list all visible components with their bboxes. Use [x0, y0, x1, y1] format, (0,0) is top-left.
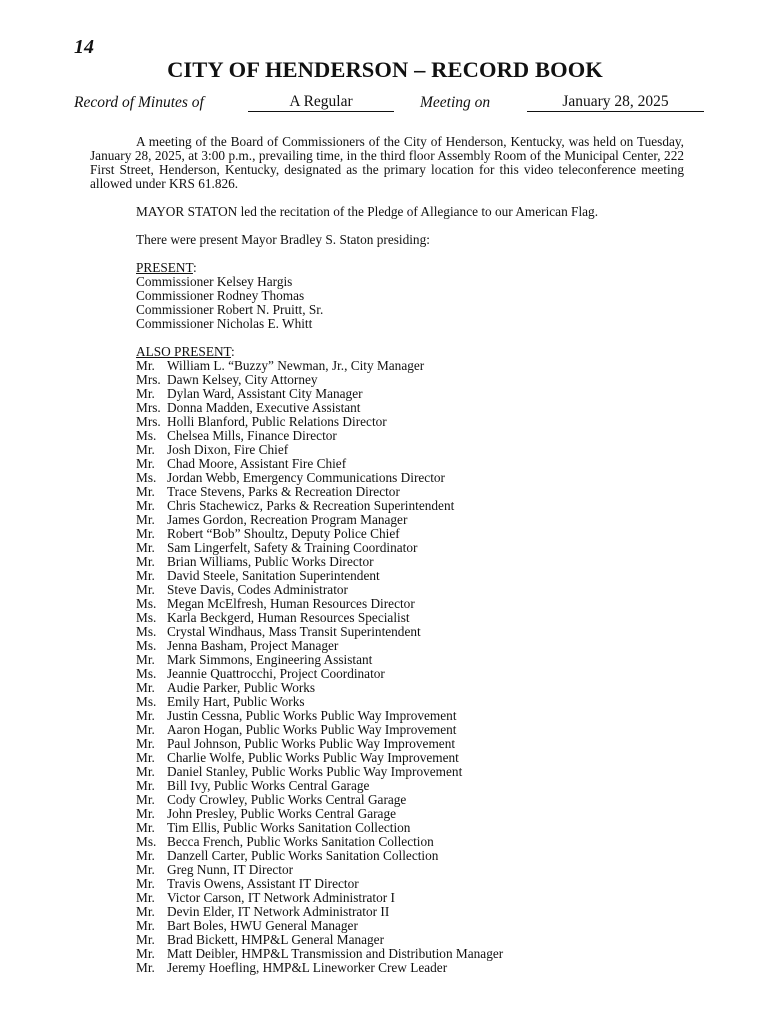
- attendee-name: David Steele, Sanitation Superintendent: [167, 568, 380, 583]
- attendee-honorific: Mr.: [136, 582, 155, 597]
- attendee-name: Devin Elder, IT Network Administrator II: [167, 904, 390, 919]
- attendee-name: Greg Nunn, IT Director: [167, 862, 294, 877]
- attendee-honorific: Ms.: [136, 624, 157, 639]
- attendee-honorific: Mr.: [136, 904, 155, 919]
- meeting-type-value: A Regular: [248, 94, 394, 112]
- attendee-name: Steve Davis, Codes Administrator: [167, 582, 348, 597]
- attendee-row: [136, 513, 696, 527]
- attendee-row: [136, 877, 696, 891]
- attendee-row: [136, 471, 696, 485]
- attendee-honorific: Mr.: [136, 512, 155, 527]
- attendee-row: [136, 499, 696, 513]
- attendee-name: Chelsea Mills, Finance Director: [167, 428, 337, 443]
- attendee-name: Robert “Bob” Shoultz, Deputy Police Chief: [167, 526, 400, 541]
- attendee-honorific: Mr.: [136, 918, 155, 933]
- presiding-paragraph: There were present Mayor Bradley S. Staton presiding:: [136, 232, 430, 247]
- attendee-name: Brian Williams, Public Works Director: [167, 554, 374, 569]
- attendee-row: [136, 933, 696, 947]
- attendee-row: [136, 387, 696, 401]
- attendee-name: Brad Bickett, HMP&L General Manager: [167, 932, 384, 947]
- attendee-row: [136, 583, 696, 597]
- attendee-honorific: Ms.: [136, 610, 157, 625]
- attendee-honorific: Ms.: [136, 596, 157, 611]
- attendee-name: Megan McElfresh, Human Resources Director: [167, 596, 415, 611]
- attendee-name: Danzell Carter, Public Works Sanitation Collection: [167, 848, 439, 863]
- attendee-row: [136, 821, 696, 835]
- attendee-honorific: Mr.: [136, 862, 155, 877]
- also-present-heading-line: ALSO PRESENT:: [136, 344, 235, 359]
- attendee-honorific: Ms.: [136, 470, 157, 485]
- attendee-row: [136, 905, 696, 919]
- attendee-honorific: Mr.: [136, 386, 155, 401]
- attendee-row: [136, 695, 696, 709]
- attendee-honorific: Ms.: [136, 694, 157, 709]
- present-member: Commissioner Nicholas E. Whitt: [136, 316, 313, 331]
- attendee-row: [136, 723, 696, 737]
- attendee-honorific: Mr.: [136, 442, 155, 457]
- attendee-honorific: Mr.: [136, 960, 155, 975]
- attendee-name: Jenna Basham, Project Manager: [167, 638, 339, 653]
- attendee-row: [136, 527, 696, 541]
- attendee-honorific: Mr.: [136, 722, 155, 737]
- attendee-name: Travis Owens, Assistant IT Director: [167, 876, 359, 891]
- attendee-name: Jordan Webb, Emergency Communications Director: [167, 470, 445, 485]
- attendee-name: Josh Dixon, Fire Chief: [167, 442, 289, 457]
- attendee-honorific: Mr.: [136, 484, 155, 499]
- attendee-row: [136, 849, 696, 863]
- attendee-row: [136, 947, 696, 961]
- attendee-name: Victor Carson, IT Network Administrator I: [167, 890, 395, 905]
- attendee-row: [136, 765, 696, 779]
- attendee-honorific: Mr.: [136, 876, 155, 891]
- attendee-honorific: Ms.: [136, 428, 157, 443]
- intro-paragraph: A meeting of the Board of Commissioners of the City of Henderson, Kentucky, was held on Tuesday, January 28, 2025, at 3:00 p.m., prevailing time, in the third floor Assembly Room of the Municipal Center, 222 First Street, Henderson, Kentucky, designated as the primary location for this video teleconference meeting allowed under KRS 61.826.: [90, 134, 684, 191]
- attendee-row: [136, 891, 696, 905]
- attendee-row: [136, 779, 696, 793]
- meeting-on-label: Meeting on: [420, 94, 491, 111]
- attendee-honorific: Mr.: [136, 792, 155, 807]
- attendee-honorific: Mr.: [136, 848, 155, 863]
- attendee-honorific: Mr.: [136, 526, 155, 541]
- attendee-row: [136, 373, 696, 387]
- attendee-honorific: Mr.: [136, 820, 155, 835]
- attendee-name: Dawn Kelsey, City Attorney: [167, 372, 318, 387]
- attendee-row: [136, 835, 696, 849]
- attendee-name: Bill Ivy, Public Works Central Garage: [167, 778, 370, 793]
- attendee-row: [136, 709, 696, 723]
- attendee-honorific: Mrs.: [136, 400, 161, 415]
- attendee-honorific: Mr.: [136, 778, 155, 793]
- attendee-honorific: Ms.: [136, 834, 157, 849]
- attendee-honorific: Mr.: [136, 554, 155, 569]
- attendee-row: [136, 961, 696, 975]
- attendee-honorific: Mr.: [136, 750, 155, 765]
- attendee-name: Justin Cessna, Public Works Public Way Improvement: [167, 708, 457, 723]
- present-heading-line: PRESENT:: [136, 260, 197, 275]
- attendee-honorific: Mr.: [136, 456, 155, 471]
- attendee-row: [136, 793, 696, 807]
- attendee-name: Paul Johnson, Public Works Public Way Improvement: [167, 736, 456, 751]
- present-member: Commissioner Robert N. Pruitt, Sr.: [136, 302, 324, 317]
- attendee-honorific: Mr.: [136, 358, 155, 373]
- attendee-honorific: Mrs.: [136, 372, 161, 387]
- attendee-name: Tim Ellis, Public Works Sanitation Collection: [167, 820, 411, 835]
- attendee-name: Chris Stachewicz, Parks & Recreation Superintendent: [167, 498, 455, 513]
- also-present-heading: ALSO PRESENT: [136, 344, 232, 359]
- attendee-row: [136, 611, 696, 625]
- attendee-row: [136, 443, 696, 457]
- also-present-section: [136, 345, 696, 975]
- attendee-row: [136, 737, 696, 751]
- attendee-honorific: Mr.: [136, 764, 155, 779]
- pledge-paragraph: MAYOR STATON led the recitation of the Pledge of Allegiance to our American Flag.: [136, 204, 599, 219]
- attendee-honorific: Mr.: [136, 736, 155, 751]
- attendee-honorific: Mr.: [136, 652, 155, 667]
- also-present-list: [136, 359, 696, 975]
- present-member: Commissioner Kelsey Hargis: [136, 274, 293, 289]
- attendee-name: Bart Boles, HWU General Manager: [167, 918, 358, 933]
- attendee-name: Mark Simmons, Engineering Assistant: [167, 652, 373, 667]
- attendee-row: [136, 597, 696, 611]
- attendee-name: Karla Beckgerd, Human Resources Specialist: [167, 610, 410, 625]
- attendee-row: [136, 667, 696, 681]
- page-number: 14: [74, 36, 94, 58]
- attendee-row: [136, 919, 696, 933]
- attendee-row: [136, 653, 696, 667]
- attendee-honorific: Mr.: [136, 680, 155, 695]
- attendee-name: Chad Moore, Assistant Fire Chief: [167, 456, 347, 471]
- attendee-row: [136, 751, 696, 765]
- present-member: Commissioner Rodney Thomas: [136, 288, 305, 303]
- attendee-honorific: Mr.: [136, 890, 155, 905]
- attendee-name: Becca French, Public Works Sanitation Collection: [167, 834, 434, 849]
- attendee-name: Sam Lingerfelt, Safety & Training Coordinator: [167, 540, 418, 555]
- attendee-row: [136, 401, 696, 415]
- attendee-name: Charlie Wolfe, Public Works Public Way Improvement: [167, 750, 459, 765]
- attendee-name: Cody Crowley, Public Works Central Garage: [167, 792, 407, 807]
- record-of-minutes-label: Record of Minutes of: [74, 94, 204, 111]
- attendee-honorific: Mr.: [136, 498, 155, 513]
- attendee-honorific: Mr.: [136, 946, 155, 961]
- present-list: [136, 275, 696, 331]
- attendee-honorific: Mr.: [136, 806, 155, 821]
- attendee-honorific: Mr.: [136, 932, 155, 947]
- attendee-name: Donna Madden, Executive Assistant: [167, 400, 361, 415]
- attendee-honorific: Ms.: [136, 638, 157, 653]
- attendee-name: Dylan Ward, Assistant City Manager: [167, 386, 363, 401]
- attendee-row: [136, 359, 696, 373]
- attendee-name: Daniel Stanley, Public Works Public Way Improvement: [167, 764, 463, 779]
- attendee-row: [136, 569, 696, 583]
- attendee-name: Trace Stevens, Parks & Recreation Director: [167, 484, 400, 499]
- meeting-date-value: January 28, 2025: [527, 94, 704, 112]
- attendee-row: [136, 625, 696, 639]
- attendee-name: Jeremy Hoefling, HMP&L Lineworker Crew Leader: [167, 960, 448, 975]
- attendee-honorific: Mr.: [136, 540, 155, 555]
- record-line: [74, 94, 704, 114]
- attendee-name: John Presley, Public Works Central Garage: [167, 806, 396, 821]
- attendee-name: Holli Blanford, Public Relations Director: [167, 414, 387, 429]
- attendee-name: James Gordon, Recreation Program Manager: [167, 512, 408, 527]
- attendee-name: William L. “Buzzy” Newman, Jr., City Manager: [167, 358, 425, 373]
- present-heading: PRESENT: [136, 260, 193, 275]
- attendee-row: [136, 681, 696, 695]
- page-title: CITY OF HENDERSON – RECORD BOOK: [167, 57, 603, 82]
- attendee-name: Matt Deibler, HMP&L Transmission and Distribution Manager: [167, 946, 504, 961]
- attendee-name: Jeannie Quattrocchi, Project Coordinator: [167, 666, 385, 681]
- attendee-name: Crystal Windhaus, Mass Transit Superintendent: [167, 624, 421, 639]
- present-section: [136, 261, 696, 331]
- attendee-name: Emily Hart, Public Works: [167, 694, 305, 709]
- attendee-honorific: Mr.: [136, 708, 155, 723]
- attendee-name: Aaron Hogan, Public Works Public Way Improvement: [167, 722, 457, 737]
- attendee-row: [136, 415, 696, 429]
- attendee-row: [136, 863, 696, 877]
- attendee-row: [136, 457, 696, 471]
- attendee-honorific: Mr.: [136, 568, 155, 583]
- attendee-honorific: Mrs.: [136, 414, 161, 429]
- attendee-row: [136, 541, 696, 555]
- attendee-row: [136, 807, 696, 821]
- attendee-row: [136, 639, 696, 653]
- attendee-row: [136, 555, 696, 569]
- attendee-row: [136, 485, 696, 499]
- attendee-honorific: Ms.: [136, 666, 157, 681]
- attendee-name: Audie Parker, Public Works: [167, 680, 316, 695]
- attendee-row: [136, 429, 696, 443]
